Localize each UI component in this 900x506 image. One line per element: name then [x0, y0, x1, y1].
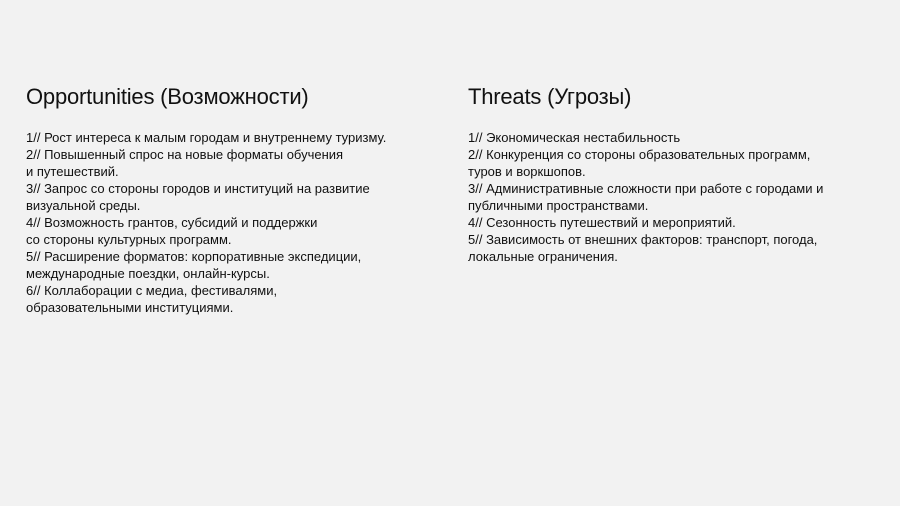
opportunity-item-2-line-2: и путешествий. [26, 164, 119, 179]
opportunities-section [26, 84, 436, 316]
opportunity-item-3-line-1: 3// Запрос со стороны городов и институций на развитие [26, 181, 370, 196]
threats-list [468, 129, 878, 265]
threats-heading: Threats (Угрозы) [468, 84, 632, 109]
opportunity-item-6-line-1: 6// Коллаборации с медиа, фестивалями, [26, 283, 278, 298]
opportunity-item-4-line-1: 4// Возможность грантов, субсидий и поддержки [26, 215, 318, 230]
threat-item-2-line-1: 2// Конкуренция со стороны образовательных программ, [468, 147, 811, 162]
opportunity-item-4-line-2: со стороны культурных программ. [26, 232, 232, 247]
opportunity-item-5-line-2: международные поездки, онлайн-курсы. [26, 266, 270, 281]
opportunities-list [26, 129, 436, 316]
threat-item-1-line-1: 1// Экономическая нестабильность [468, 130, 681, 145]
threat-item-3-line-1: 3// Административные сложности при работе с городами и [468, 181, 824, 196]
opportunity-item-4 [26, 214, 436, 248]
threats-section [468, 84, 878, 265]
opportunity-item-5-line-1: 5// Расширение форматов: корпоративные экспедиции, [26, 249, 362, 264]
threat-item-2-line-2: туров и воркшопов. [468, 164, 586, 179]
opportunity-item-6-line-2: образовательными институциями. [26, 300, 234, 315]
threat-item-5-line-2: локальные ограничения. [468, 249, 618, 264]
threat-item-4 [468, 214, 878, 231]
threat-item-4-line-1: 4// Сезонность путешествий и мероприятий. [468, 215, 736, 230]
opportunity-item-3-line-2: визуальной среды. [26, 198, 141, 213]
opportunity-item-2 [26, 146, 436, 180]
threat-item-3 [468, 180, 878, 214]
opportunities-heading: Opportunities (Возможности) [26, 84, 309, 109]
opportunity-item-5 [26, 248, 436, 282]
opportunity-item-6 [26, 282, 436, 316]
threat-item-5 [468, 231, 878, 265]
opportunity-item-1-line-1: 1// Рост интереса к малым городам и внутреннему туризму. [26, 130, 387, 145]
threat-item-5-line-1: 5// Зависимость от внешних факторов: транспорт, погода, [468, 232, 818, 247]
opportunity-item-2-line-1: 2// Повышенный спрос на новые форматы обучения [26, 147, 344, 162]
threat-item-2 [468, 146, 878, 180]
opportunity-item-3 [26, 180, 436, 214]
threat-item-3-line-2: публичными пространствами. [468, 198, 649, 213]
threat-item-1 [468, 129, 878, 146]
opportunity-item-1 [26, 129, 436, 146]
